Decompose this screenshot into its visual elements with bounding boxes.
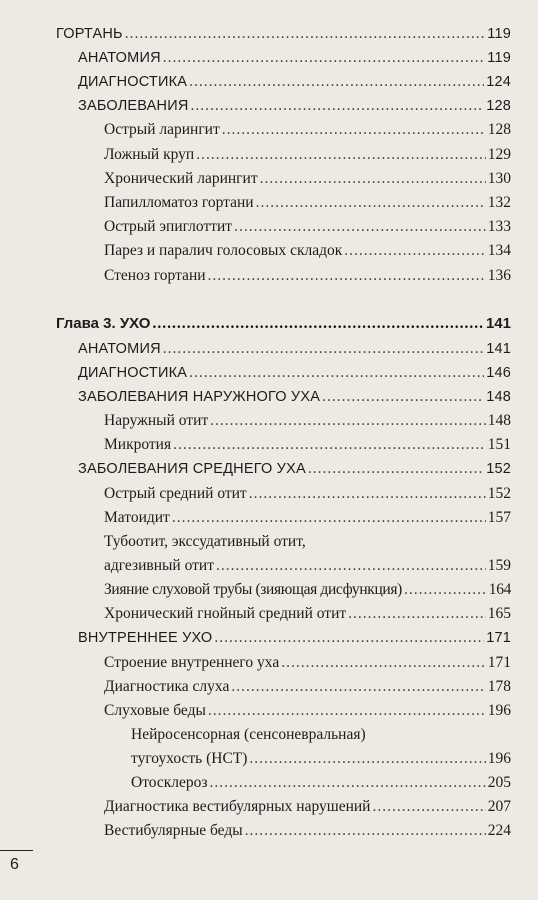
toc-entry (104, 580, 511, 600)
toc-entry-page: 133 (487, 218, 511, 235)
leader-dots (214, 628, 484, 648)
toc-entry (78, 387, 511, 407)
toc-entry-title: Строение внутреннего уха (104, 654, 280, 671)
toc-entry (104, 556, 511, 576)
toc-entry (104, 653, 511, 673)
leader-dots (163, 48, 486, 68)
toc-entry-page: 178 (487, 678, 511, 695)
leader-dots (196, 145, 486, 165)
page-number-rule (0, 850, 33, 851)
toc-entry (78, 72, 511, 92)
toc-entry (104, 266, 511, 286)
leader-dots (249, 749, 485, 769)
leader-dots (322, 387, 484, 407)
toc-entry (131, 749, 511, 769)
toc-entry-title: ЗАБОЛЕВАНИЯ (78, 98, 189, 114)
toc-entry-title: Микротия (104, 436, 172, 453)
toc-entry-page: 157 (487, 509, 511, 526)
leader-dots (125, 24, 486, 44)
toc-entry-title: ВНУТРЕННЕЕ УХО (78, 630, 213, 646)
leader-dots (189, 72, 484, 92)
toc-entry-page: 119 (487, 50, 511, 66)
toc-entry-page: 141 (486, 341, 511, 357)
toc-entry (104, 411, 511, 431)
leader-dots (234, 217, 486, 237)
leader-dots (231, 677, 485, 697)
toc-entry-page: 159 (487, 557, 511, 574)
toc-entry (104, 435, 511, 455)
leader-dots (189, 363, 484, 383)
toc-entry-title: ЗАБОЛЕВАНИЯ НАРУЖНОГО УХА (78, 389, 321, 405)
leader-dots (208, 266, 486, 286)
leader-dots (152, 314, 484, 334)
leader-dots (404, 580, 487, 600)
toc-entry-page: 148 (486, 389, 511, 405)
leader-dots (245, 821, 486, 841)
toc-entry-title: адгезивный отит (104, 557, 214, 574)
toc-entry-title-line1: Нейросенсорная (сенсоневральная) (131, 726, 366, 743)
leader-dots (308, 459, 484, 479)
toc-entry (104, 241, 511, 261)
leader-dots (222, 120, 486, 140)
toc-entry (104, 193, 511, 213)
toc-entry-page: 132 (487, 194, 511, 211)
toc-entry-title: Диагностика слуха (104, 678, 230, 695)
leader-dots (256, 193, 486, 213)
leader-dots (216, 556, 486, 576)
toc-entry-page: 128 (486, 98, 511, 114)
toc-entry-page: 128 (487, 121, 511, 138)
toc-entry-page: 171 (487, 654, 511, 671)
toc-chapter-entry (56, 314, 511, 334)
toc-entry-title: ДИАГНОСТИКА (78, 74, 188, 90)
leader-dots (249, 484, 486, 504)
toc-entry (104, 120, 511, 140)
toc-entry-page: 205 (487, 774, 511, 791)
toc-entry-title: АНАТОМИЯ (78, 50, 161, 66)
toc-entry-title-line1: Тубоотит, экссудативный отит, (104, 533, 306, 550)
leader-dots (163, 339, 484, 359)
toc-entry-page: 136 (487, 267, 511, 284)
toc-entry-title: Слуховые беды (104, 702, 206, 719)
toc-entry-page: 224 (487, 822, 511, 839)
toc-entry-title: Стеноз гортани (104, 267, 206, 284)
toc-entry (78, 459, 511, 479)
toc-entry-title: тугоухость (НСТ) (131, 750, 248, 767)
toc-entry (78, 628, 511, 648)
toc-entry-page: 130 (487, 170, 511, 187)
toc-entry-title: Матоидит (104, 509, 170, 526)
toc-entry-title: Острый средний отит (104, 485, 247, 502)
toc-entry (104, 797, 511, 817)
toc-entry-page: 152 (487, 485, 511, 502)
toc-entry-title: Папилломатоз гортани (104, 194, 254, 211)
toc-entry-page: 134 (487, 242, 511, 259)
toc-entry-page: 171 (486, 630, 511, 646)
toc-entry (104, 701, 511, 721)
toc-entry (131, 773, 511, 793)
toc-entry-title: Острый эпиглоттит (104, 218, 233, 235)
toc-entry-page: 141 (485, 315, 511, 332)
toc-entry (78, 363, 511, 383)
toc-entry-page: 119 (487, 26, 511, 42)
toc-entry-title: ЗАБОЛЕВАНИЯ СРЕДНЕГО УХА (78, 461, 306, 477)
toc-entry-page: 146 (486, 365, 511, 381)
toc-entry (78, 339, 511, 359)
toc-entry (56, 24, 511, 44)
toc-entry-title: Парез и паралич голосовых складок (104, 242, 343, 259)
toc-entry (104, 821, 511, 841)
leader-dots (210, 773, 486, 793)
leader-dots (348, 604, 486, 624)
toc-entry (104, 604, 511, 624)
toc-entry-page: 207 (487, 798, 511, 815)
toc-entry-title: Вестибулярные беды (104, 822, 243, 839)
toc-entry (104, 508, 511, 528)
leader-dots (208, 701, 486, 721)
toc-entry-page: 165 (487, 605, 511, 622)
toc-entry-page: 151 (487, 436, 511, 453)
leader-dots (344, 241, 485, 261)
toc-entry-page: 196 (487, 750, 511, 767)
toc-entry (78, 96, 511, 116)
toc-entry-page: 148 (487, 412, 511, 429)
toc-entry-page: 124 (486, 74, 511, 90)
toc-entry-title: ГОРТАНЬ (56, 26, 123, 42)
toc-entry (104, 145, 511, 165)
leader-dots (260, 169, 486, 189)
toc-entry-title: ДИАГНОСТИКА (78, 365, 188, 381)
toc-entry-title: Отосклероз (131, 774, 208, 791)
toc-entry-title: Диагностика вестибулярных нарушений (104, 798, 371, 815)
toc-entry-title: Зияние слуховой трубы (зияющая дисфункция) (104, 581, 402, 598)
toc-entry (78, 48, 511, 68)
toc-entry (104, 484, 511, 504)
page-number: 6 (10, 856, 19, 873)
toc-entry-title: Острый ларингит (104, 121, 220, 138)
leader-dots (210, 411, 486, 431)
leader-dots (172, 508, 486, 528)
toc-entry-page: 164 (488, 581, 511, 598)
toc-entry (104, 169, 511, 189)
toc-entry-title: Наружный отит (104, 412, 209, 429)
toc-entry-title: Хронический ларингит (104, 170, 258, 187)
toc-chapter-title: Глава 3. УХО (56, 315, 151, 332)
toc-entry-page: 129 (487, 146, 511, 163)
toc-entry-page: 196 (487, 702, 511, 719)
toc-entry-title: АНАТОМИЯ (78, 341, 161, 357)
toc-entry (104, 217, 511, 237)
leader-dots (173, 435, 486, 455)
toc-entry (104, 677, 511, 697)
toc-entry-page: 152 (486, 461, 511, 477)
toc-entry-title: Ложный круп (104, 146, 195, 163)
leader-dots (372, 797, 485, 817)
toc-entry-title: Хронический гнойный средний отит (104, 605, 347, 622)
leader-dots (281, 653, 486, 673)
leader-dots (191, 96, 485, 116)
